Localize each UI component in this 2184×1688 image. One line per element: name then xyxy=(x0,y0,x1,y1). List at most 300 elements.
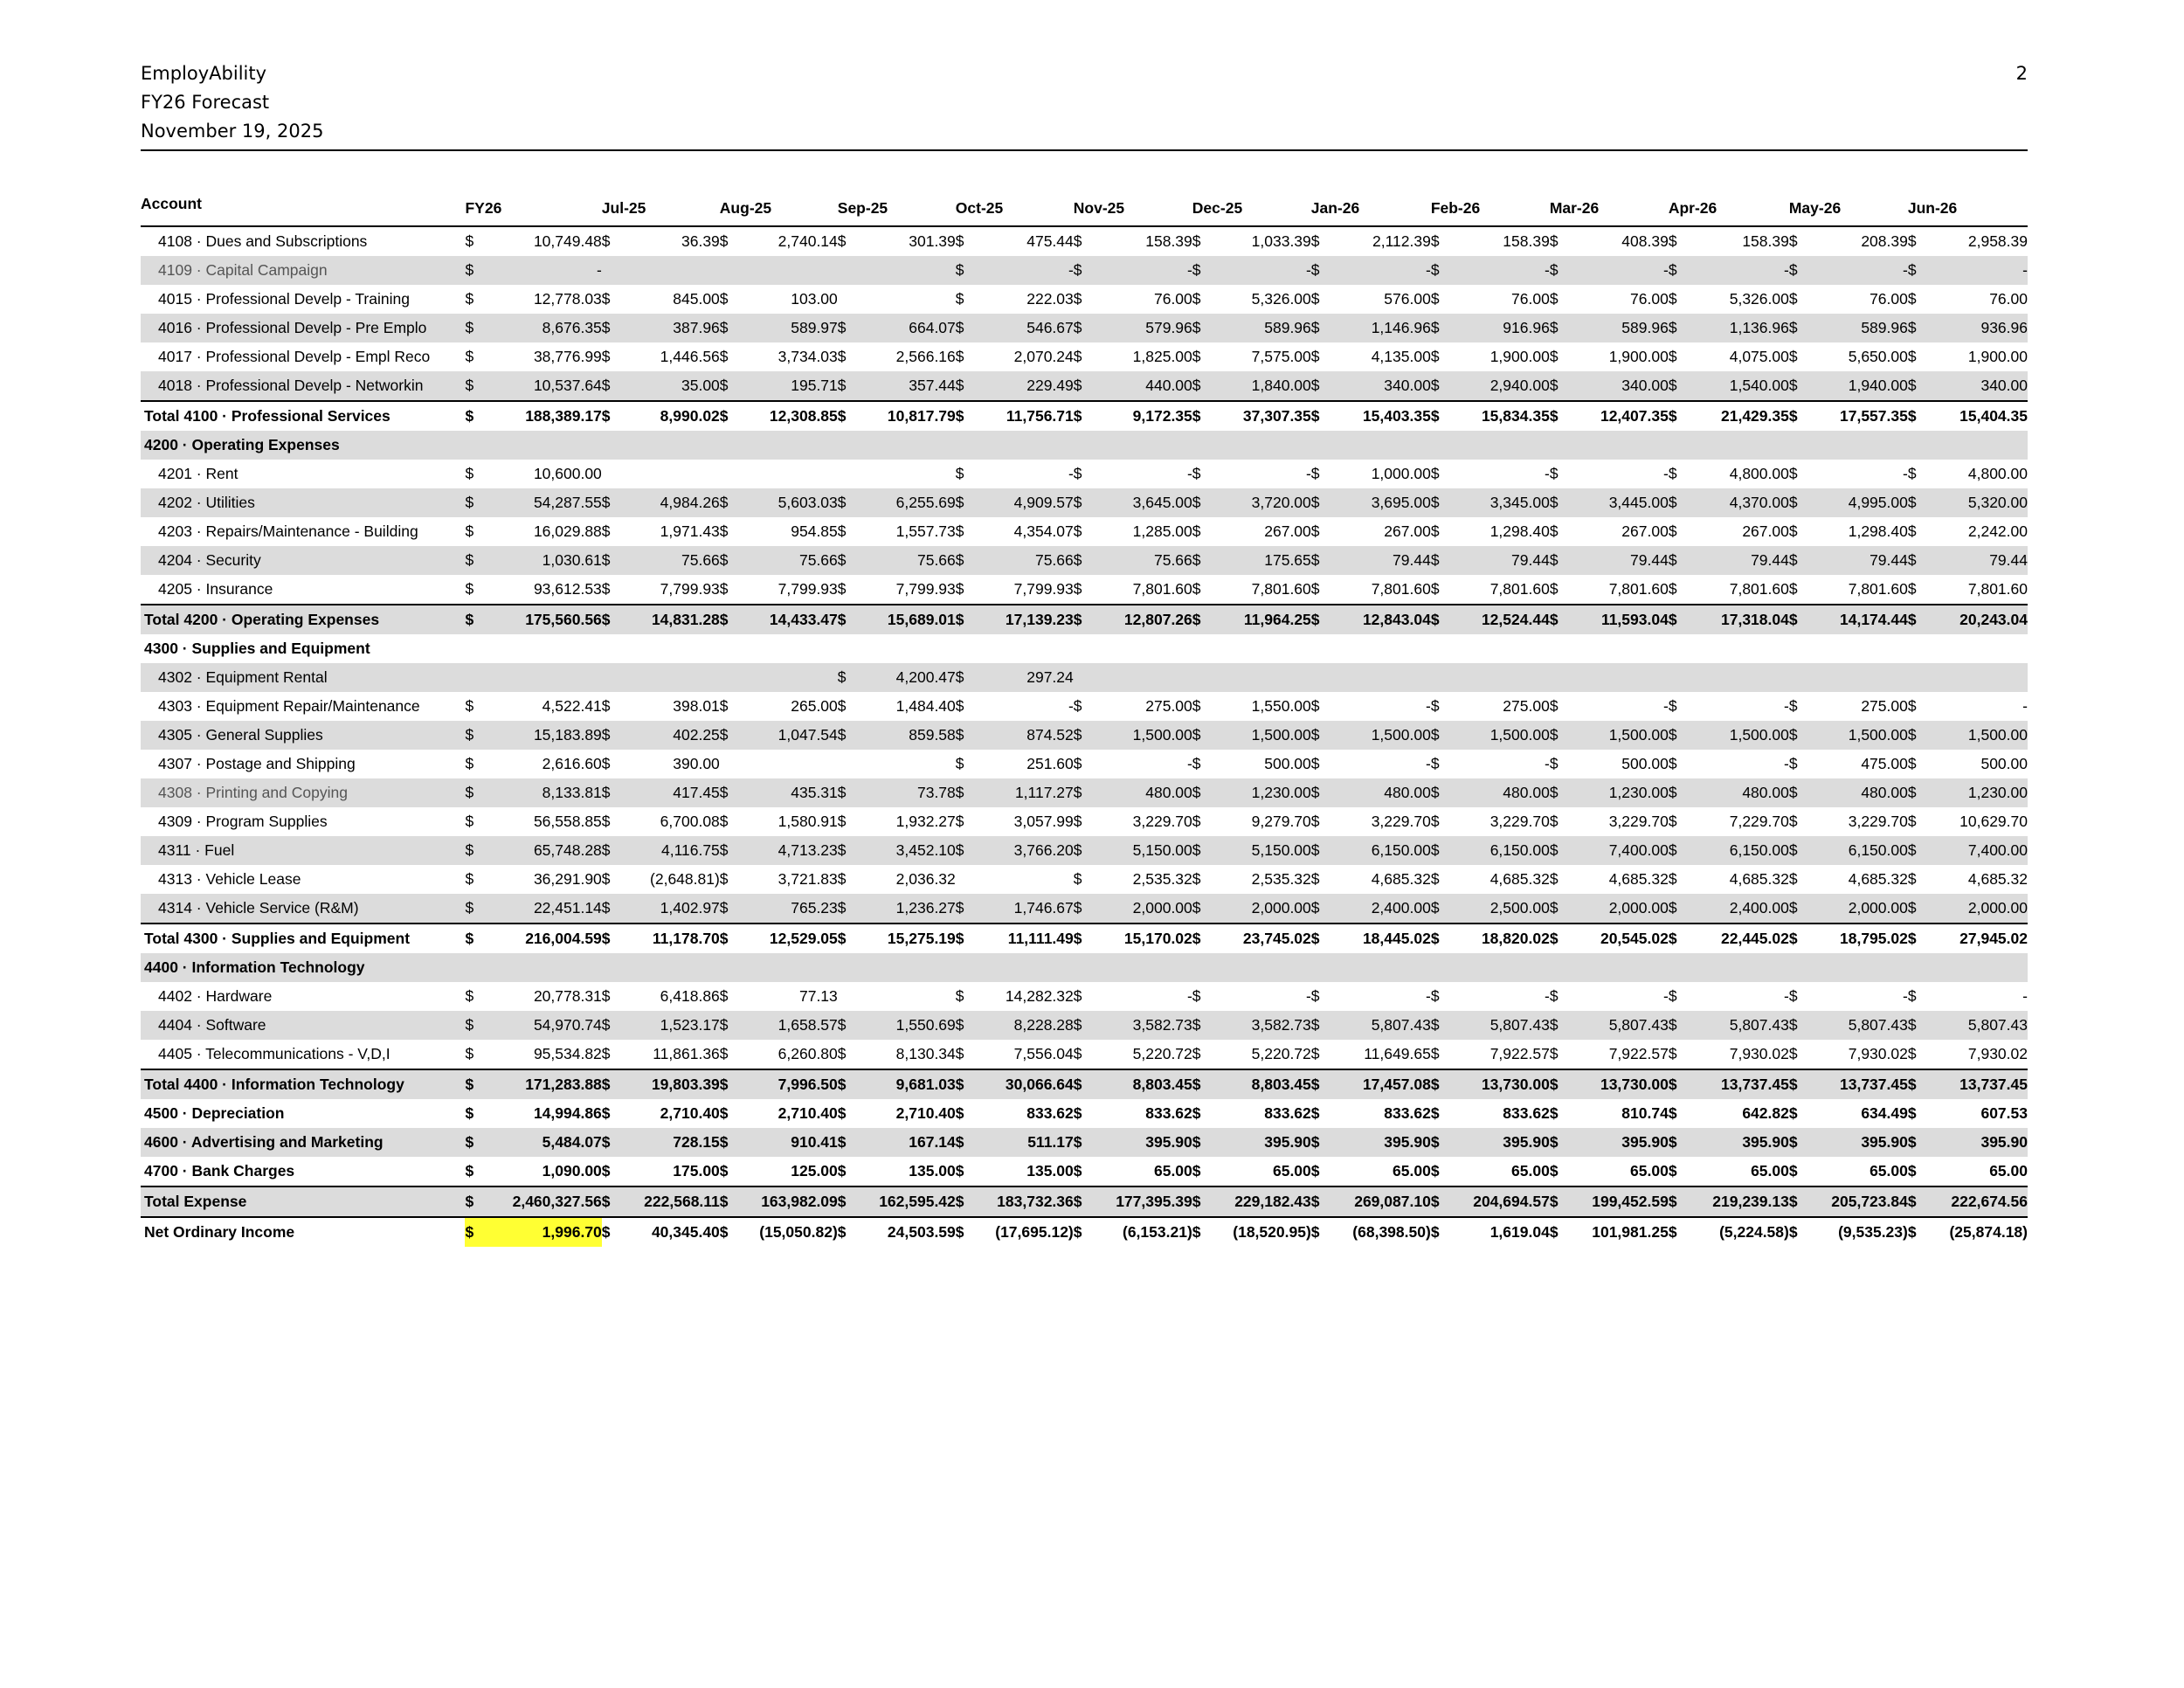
currency-symbol: $ xyxy=(602,721,618,750)
currency-symbol: $ xyxy=(1668,348,1677,365)
currency-symbol: $ xyxy=(955,522,964,540)
amount-cell: 12,524.44 xyxy=(1447,605,1550,634)
amount-cell: - xyxy=(1186,987,1192,1005)
amount-cell: 75.66 xyxy=(1089,546,1192,575)
currency-symbol: $ xyxy=(1431,546,1447,575)
currency-symbol: $ xyxy=(838,1011,854,1040)
currency-symbol: $ xyxy=(1549,987,1559,1005)
amount-cell: 4,370.00 xyxy=(1684,488,1789,517)
currency-symbol: $ xyxy=(601,1162,611,1180)
currency-symbol: $ xyxy=(1669,605,1684,634)
currency-symbol: $ xyxy=(1310,1104,1320,1122)
amount-cell: 728.15 xyxy=(618,1128,720,1157)
currency-symbol: $ xyxy=(1788,697,1798,715)
amount-cell: 5,807.43 xyxy=(1327,1011,1431,1040)
amount-cell: 18,820.02 xyxy=(1447,924,1550,953)
currency-symbol: $ xyxy=(1669,924,1684,953)
table-row xyxy=(141,750,2028,778)
currency-symbol: $ xyxy=(956,778,971,807)
amount-cell: 7,799.93 xyxy=(895,580,956,598)
amount-cell: 4,135.00 xyxy=(1371,348,1431,365)
currency-symbol: $ xyxy=(719,290,729,308)
currency-symbol: $ xyxy=(1074,836,1089,865)
amount-cell: 12,407.35 xyxy=(1565,401,1669,431)
amount-cell: 833.62 xyxy=(1503,1104,1550,1122)
account-cell: Total 4100 · Professional Services xyxy=(141,401,465,431)
currency-symbol: $ xyxy=(955,813,964,830)
currency-symbol: $ xyxy=(837,1045,847,1062)
table-row xyxy=(141,546,2028,575)
amount-cell xyxy=(1684,663,1789,692)
table-row xyxy=(141,836,2028,865)
amount-cell: 8,133.81 xyxy=(481,778,602,807)
table-row xyxy=(141,663,2028,692)
currency-symbol: $ xyxy=(956,924,971,953)
amount-cell: 5,807.43 xyxy=(1447,1011,1550,1040)
amount-cell: 75.66 xyxy=(736,546,838,575)
currency-symbol: $ xyxy=(1074,894,1089,924)
account-cell: 4201 · Rent xyxy=(158,465,238,482)
amount-cell: 1,825.00 xyxy=(1132,348,1192,365)
amount-cell: 3,229.70 xyxy=(1848,813,1908,830)
currency-symbol: $ xyxy=(1431,721,1447,750)
account-cell: 4305 · General Supplies xyxy=(141,721,465,750)
currency-symbol: $ xyxy=(956,894,971,924)
amount-cell: 1,996.70 xyxy=(481,1217,602,1247)
amount-cell: 10,749.48 xyxy=(533,232,602,250)
account-cell: 4202 · Utilities xyxy=(141,488,465,517)
amount-cell: 54,970.74 xyxy=(481,1011,602,1040)
table-row xyxy=(141,460,2028,488)
amount-cell: 222,674.56 xyxy=(1924,1186,2028,1217)
currency-symbol: $ xyxy=(1549,697,1559,715)
currency-symbol: $ xyxy=(1550,256,1565,285)
amount-cell: 5,807.43 xyxy=(1565,1011,1669,1040)
amount-cell: 158.39 xyxy=(1503,232,1550,250)
currency-symbol: $ xyxy=(1431,1069,1447,1099)
amount-cell: - xyxy=(1425,697,1431,715)
amount-cell: 76.00 xyxy=(1630,290,1669,308)
amount-cell: - xyxy=(1068,465,1074,482)
currency-symbol: $ xyxy=(1192,987,1201,1005)
amount-cell xyxy=(1089,663,1192,692)
currency-symbol: $ xyxy=(601,987,611,1005)
currency-symbol: $ xyxy=(1907,1045,1917,1062)
amount-cell: 1,484.40 xyxy=(895,697,956,715)
amount-cell: 4,713.23 xyxy=(736,836,838,865)
currency-symbol: $ xyxy=(1073,813,1082,830)
currency-symbol: $ xyxy=(837,232,847,250)
column-header-month: Aug-25 xyxy=(720,190,838,226)
amount-cell: 4,685.32 xyxy=(1371,870,1431,888)
amount-cell: 65.00 xyxy=(1751,1162,1789,1180)
amount-cell: 12,778.03 xyxy=(533,290,602,308)
amount-cell: 7,799.93 xyxy=(778,580,838,598)
amount-cell: 1,236.27 xyxy=(854,894,956,924)
currency-symbol: $ xyxy=(1788,465,1798,482)
currency-symbol: $ xyxy=(1788,290,1798,308)
amount-cell: 2,616.60 xyxy=(542,755,602,772)
currency-symbol: $ xyxy=(1073,465,1082,482)
amount-cell: 22,445.02 xyxy=(1684,924,1789,953)
amount-cell: 4,116.75 xyxy=(618,836,720,865)
amount-cell: 79.44 xyxy=(1684,546,1789,575)
currency-symbol xyxy=(602,256,618,285)
amount-cell: 15,689.01 xyxy=(854,605,956,634)
currency-symbol: $ xyxy=(1908,721,1924,750)
amount-cell: 2,242.00 xyxy=(1967,522,2028,540)
amount-cell: 125.00 xyxy=(791,1162,838,1180)
currency-symbol: $ xyxy=(720,314,736,342)
currency-symbol: $ xyxy=(956,314,971,342)
amount-cell: 56,558.85 xyxy=(533,813,602,830)
currency-symbol: $ xyxy=(602,894,618,924)
currency-symbol: $ xyxy=(1908,546,1924,575)
amount-cell: 395.90 xyxy=(1924,1128,2028,1157)
amount-cell: 101,981.25 xyxy=(1592,1223,1669,1241)
amount-cell: 14,433.47 xyxy=(736,605,838,634)
amount-cell: - xyxy=(1805,256,1908,285)
amount-cell: 8,130.34 xyxy=(895,1045,956,1062)
amount-cell: 500.00 xyxy=(1264,755,1311,772)
amount-cell: - xyxy=(1565,256,1669,285)
amount-cell: 7,930.02 xyxy=(1967,1045,2028,1062)
account-cell: 4700 · Bank Charges xyxy=(144,1162,295,1180)
currency-symbol: $ xyxy=(465,290,474,308)
amount-cell: 4,995.00 xyxy=(1805,488,1908,517)
currency-symbol: $ xyxy=(1549,290,1559,308)
amount-cell: 11,111.49 xyxy=(971,924,1074,953)
currency-symbol: $ xyxy=(1192,870,1201,888)
currency-symbol: $ xyxy=(1788,348,1798,365)
currency-symbol: $ xyxy=(1788,1223,1798,1241)
currency-symbol: $ xyxy=(720,924,736,953)
currency-symbol: $ xyxy=(1788,813,1798,830)
account-cell: 4402 · Hardware xyxy=(158,987,273,1005)
currency-symbol: $ xyxy=(1431,778,1447,807)
currency-symbol: $ xyxy=(1788,987,1798,1005)
amount-cell: - xyxy=(2022,987,2028,1005)
currency-symbol: $ xyxy=(465,465,474,482)
currency-symbol: $ xyxy=(1669,256,1684,285)
amount-cell xyxy=(1924,663,2028,692)
currency-symbol: $ xyxy=(465,1162,474,1180)
amount-cell: 18,445.02 xyxy=(1327,924,1431,953)
currency-symbol: $ xyxy=(1192,721,1208,750)
amount-cell: 1,500.00 xyxy=(1327,721,1431,750)
amount-cell: 8,990.02 xyxy=(618,401,720,431)
company-name: EmployAbility xyxy=(141,63,267,84)
currency-symbol: $ xyxy=(1430,290,1440,308)
amount-cell xyxy=(854,285,956,314)
amount-cell: 3,645.00 xyxy=(1089,488,1192,517)
currency-symbol: $ xyxy=(601,1104,611,1122)
currency-symbol: $ xyxy=(1907,1104,1917,1122)
currency-symbol: $ xyxy=(602,371,618,401)
amount-cell: 20,545.02 xyxy=(1565,924,1669,953)
currency-symbol: $ xyxy=(1669,778,1684,807)
currency-symbol: $ xyxy=(1073,580,1082,598)
table-row xyxy=(141,226,2028,256)
amount-cell: 2,000.00 xyxy=(1565,894,1669,924)
amount-cell: 6,150.00 xyxy=(1684,836,1789,865)
account-cell: Total 4200 · Operating Expenses xyxy=(141,605,465,634)
currency-symbol xyxy=(1192,663,1208,692)
currency-symbol: $ xyxy=(1431,605,1447,634)
currency-symbol: $ xyxy=(1908,401,1924,431)
account-cell: 4311 · Fuel xyxy=(141,836,465,865)
table-row xyxy=(141,488,2028,517)
amount-cell: 54,287.55 xyxy=(481,488,602,517)
currency-symbol: $ xyxy=(956,256,971,285)
forecast-table xyxy=(141,190,2028,1247)
amount-cell: 664.07 xyxy=(854,314,956,342)
currency-symbol: $ xyxy=(956,1069,971,1099)
amount-cell: 7,801.60 xyxy=(1729,580,1789,598)
currency-symbol: $ xyxy=(956,605,971,634)
amount-cell: 267.00 xyxy=(1621,522,1669,540)
account-cell: 4500 · Depreciation xyxy=(144,1104,285,1122)
amount-cell: 3,345.00 xyxy=(1447,488,1550,517)
currency-symbol xyxy=(838,460,854,488)
currency-symbol: $ xyxy=(1789,546,1805,575)
amount-cell: 135.00 xyxy=(909,1162,956,1180)
currency-symbol: $ xyxy=(601,1045,611,1062)
currency-symbol: $ xyxy=(1192,371,1208,401)
table-row xyxy=(141,285,2028,314)
currency-symbol: $ xyxy=(956,1011,971,1040)
amount-cell: 1,550.69 xyxy=(854,1011,956,1040)
currency-symbol: $ xyxy=(1074,1128,1089,1157)
amount-cell: 4,685.32 xyxy=(1967,870,2028,888)
currency-symbol: $ xyxy=(719,870,729,888)
amount-cell: 79.44 xyxy=(1447,546,1550,575)
amount-cell: - xyxy=(1305,987,1311,1005)
currency-symbol: $ xyxy=(1669,1069,1684,1099)
table-row xyxy=(141,1128,2028,1157)
amount-cell: 95,534.82 xyxy=(533,1045,602,1062)
currency-symbol: $ xyxy=(1192,1011,1208,1040)
account-cell: Total 4300 · Supplies and Equipment xyxy=(141,924,465,953)
report-title: FY26 Forecast xyxy=(141,92,270,113)
account-cell: 4200 · Operating Expenses xyxy=(141,431,465,460)
currency-symbol: $ xyxy=(1310,348,1320,365)
amount-cell: 7,799.93 xyxy=(1013,580,1074,598)
currency-symbol: $ xyxy=(1908,1128,1924,1157)
currency-symbol: $ xyxy=(1192,836,1208,865)
currency-symbol: $ xyxy=(955,697,964,715)
currency-symbol: $ xyxy=(1907,348,1917,365)
currency-symbol: $ xyxy=(1668,290,1677,308)
amount-cell: 2,400.00 xyxy=(1684,894,1789,924)
amount-cell: 480.00 xyxy=(1089,778,1192,807)
currency-symbol: $ xyxy=(1192,314,1208,342)
amount-cell: 8,228.28 xyxy=(971,1011,1074,1040)
amount-cell: 22,451.14 xyxy=(481,894,602,924)
currency-symbol: $ xyxy=(1430,465,1440,482)
amount-cell: - xyxy=(1425,755,1431,772)
currency-symbol: $ xyxy=(1073,1223,1082,1241)
currency-symbol: $ xyxy=(1668,1104,1677,1122)
amount-cell: (5,224.58) xyxy=(1719,1223,1789,1241)
currency-symbol xyxy=(1550,663,1565,692)
amount-cell: 21,429.35 xyxy=(1684,401,1789,431)
amount-cell: 1,500.00 xyxy=(1089,721,1192,750)
amount-cell: 7,229.70 xyxy=(1729,813,1789,830)
amount-cell: 589.96 xyxy=(1565,314,1669,342)
amount-cell: - xyxy=(1684,256,1789,285)
amount-cell: 5,807.43 xyxy=(1684,1011,1789,1040)
amount-cell: 1,500.00 xyxy=(1208,721,1311,750)
table-row xyxy=(141,894,2028,924)
currency-symbol: $ xyxy=(601,580,611,598)
currency-symbol: $ xyxy=(465,1217,480,1247)
currency-symbol: $ xyxy=(465,232,474,250)
amount-cell xyxy=(1447,663,1550,692)
currency-symbol: $ xyxy=(837,522,847,540)
currency-symbol: $ xyxy=(1668,987,1677,1005)
column-header-month: Sep-25 xyxy=(838,190,956,226)
amount-cell: 475.44 xyxy=(1026,232,1074,250)
currency-symbol: $ xyxy=(602,1186,618,1217)
currency-symbol: $ xyxy=(1549,755,1559,772)
currency-symbol xyxy=(1074,663,1089,692)
amount-cell: 1,033.39 xyxy=(1251,232,1311,250)
currency-symbol: $ xyxy=(602,314,618,342)
currency-symbol: $ xyxy=(1550,924,1565,953)
currency-symbol: $ xyxy=(601,697,611,715)
currency-symbol xyxy=(602,460,618,488)
column-header-month: Jun-26 xyxy=(1908,190,2028,226)
amount-cell: - xyxy=(1903,987,1908,1005)
amount-cell: 6,150.00 xyxy=(1447,836,1550,865)
currency-symbol: $ xyxy=(1192,465,1201,482)
currency-symbol: $ xyxy=(1550,1186,1565,1217)
amount-cell: 199,452.59 xyxy=(1565,1186,1669,1217)
currency-symbol: $ xyxy=(838,1186,854,1217)
currency-symbol: $ xyxy=(1668,522,1677,540)
currency-symbol: $ xyxy=(955,290,964,308)
amount-cell: 13,730.00 xyxy=(1447,1069,1550,1099)
currency-symbol: $ xyxy=(1907,522,1917,540)
account-cell: 4400 · Information Technology xyxy=(141,953,465,982)
column-header-account: Account xyxy=(141,190,465,226)
currency-symbol: $ xyxy=(465,256,480,285)
amount-cell: 275.00 xyxy=(1145,697,1192,715)
amount-cell: 4,685.32 xyxy=(1608,870,1669,888)
currency-symbol: $ xyxy=(1908,488,1924,517)
currency-symbol xyxy=(838,256,854,285)
currency-symbol: $ xyxy=(1788,580,1798,598)
amount-cell: - xyxy=(1903,465,1908,482)
amount-cell: 222,568.11 xyxy=(618,1186,720,1217)
amount-cell: 402.25 xyxy=(618,721,720,750)
currency-symbol: $ xyxy=(719,580,729,598)
currency-symbol: $ xyxy=(1310,813,1320,830)
amount-cell: 1,298.40 xyxy=(1848,522,1908,540)
currency-symbol: $ xyxy=(1430,1104,1440,1122)
amount-cell: 395.90 xyxy=(1805,1128,1908,1157)
amount-cell: 5,603.03 xyxy=(736,488,838,517)
page-number: 2 xyxy=(2015,63,2028,84)
currency-symbol: $ xyxy=(1074,721,1089,750)
currency-symbol: $ xyxy=(956,371,971,401)
amount-cell: 15,170.02 xyxy=(1089,924,1192,953)
currency-symbol: $ xyxy=(838,663,854,692)
amount-cell: - xyxy=(1305,465,1311,482)
amount-cell: 14,831.28 xyxy=(618,605,720,634)
amount-cell: 7,575.00 xyxy=(1251,348,1311,365)
currency-symbol: $ xyxy=(1907,1223,1917,1241)
amount-cell: 11,593.04 xyxy=(1565,605,1669,634)
amount-cell: - xyxy=(1425,987,1431,1005)
amount-cell: 9,681.03 xyxy=(854,1069,956,1099)
amount-cell: 11,649.65 xyxy=(1364,1045,1431,1062)
amount-cell: 1,146.96 xyxy=(1327,314,1431,342)
currency-symbol: $ xyxy=(719,1104,729,1122)
currency-symbol: $ xyxy=(1788,1104,1798,1122)
amount-cell: 4,909.57 xyxy=(971,488,1074,517)
amount-cell: (18,520.95) xyxy=(1233,1223,1311,1241)
amount-cell: 3,582.73 xyxy=(1089,1011,1192,1040)
amount-cell: 35.00 xyxy=(618,371,720,401)
table-row xyxy=(141,807,2028,836)
account-cell: 4015 · Professional Develp - Training xyxy=(158,290,410,308)
currency-symbol: $ xyxy=(1908,1011,1924,1040)
currency-symbol: $ xyxy=(465,401,480,431)
currency-symbol: $ xyxy=(1073,232,1082,250)
currency-symbol: $ xyxy=(1788,522,1798,540)
currency-symbol: $ xyxy=(465,488,480,517)
currency-symbol: $ xyxy=(1549,232,1559,250)
amount-cell: 267.00 xyxy=(1264,522,1311,540)
amount-cell: (68,398.50) xyxy=(1352,1223,1431,1241)
amount-cell: 6,700.08 xyxy=(660,813,720,830)
amount-cell: 5,807.43 xyxy=(1924,1011,2028,1040)
account-cell: 4302 · Equipment Rental xyxy=(141,663,465,692)
currency-symbol: $ xyxy=(602,1069,618,1099)
currency-symbol: $ xyxy=(1073,987,1082,1005)
amount-cell: 9,172.35 xyxy=(1089,401,1192,431)
currency-symbol: $ xyxy=(602,924,618,953)
amount-cell: 387.96 xyxy=(618,314,720,342)
account-cell: Net Ordinary Income xyxy=(144,1223,295,1241)
currency-symbol: $ xyxy=(1907,580,1917,598)
currency-symbol: $ xyxy=(955,1045,964,1062)
currency-symbol: $ xyxy=(1074,1186,1089,1217)
amount-cell: 4,800.00 xyxy=(1729,465,1789,482)
currency-symbol: $ xyxy=(1431,894,1447,924)
currency-symbol xyxy=(1908,663,1924,692)
amount-cell: 65.00 xyxy=(1393,1162,1431,1180)
column-header-month: Mar-26 xyxy=(1550,190,1669,226)
amount-cell: 76.00 xyxy=(1989,290,2028,308)
account-cell: 4109 · Capital Campaign xyxy=(141,256,465,285)
amount-cell: 12,308.85 xyxy=(736,401,838,431)
amount-cell: 301.39 xyxy=(909,232,956,250)
amount-cell: 4,984.26 xyxy=(618,488,720,517)
table-row xyxy=(141,1040,2028,1069)
amount-cell: 576.00 xyxy=(1384,290,1431,308)
amount-cell: 17,318.04 xyxy=(1684,605,1789,634)
amount-cell: 163,982.09 xyxy=(736,1186,838,1217)
currency-symbol: $ xyxy=(1073,1045,1082,1062)
amount-cell: 251.60 xyxy=(1026,755,1074,772)
currency-symbol: $ xyxy=(838,1128,854,1157)
table-row xyxy=(141,342,2028,371)
amount-cell: 5,150.00 xyxy=(1208,836,1311,865)
amount-cell: - xyxy=(1544,755,1550,772)
